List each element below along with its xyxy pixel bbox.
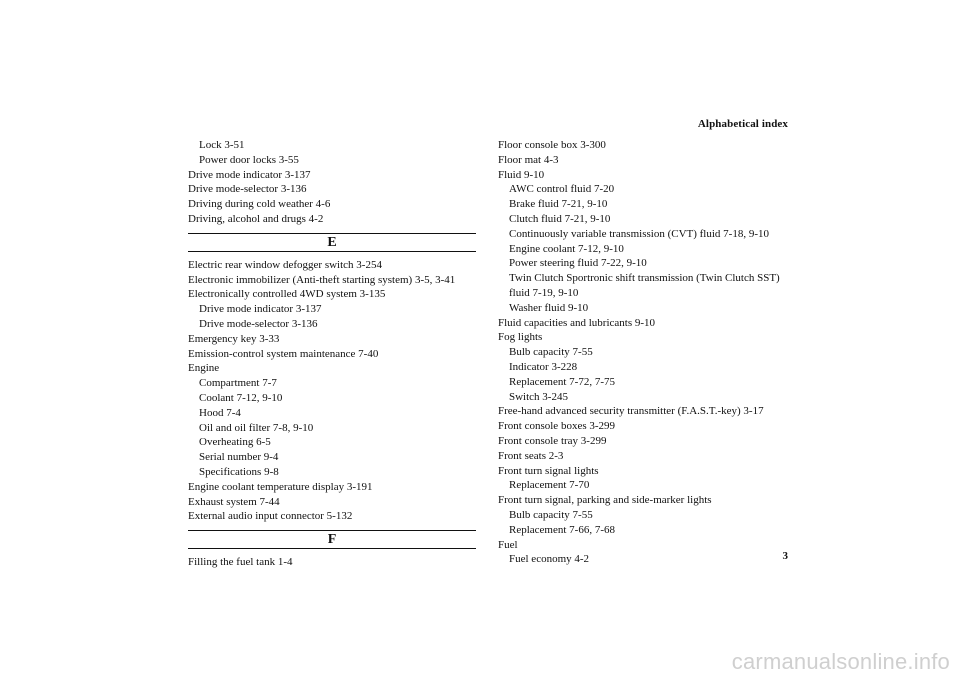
section-letter-heading: E (188, 233, 476, 252)
index-subentry: Brake fluid 7-21, 9-10 (509, 198, 608, 211)
index-entry: Emission-control system maintenance 7-40 (188, 347, 379, 360)
index-entry: Fluid 9-10 (498, 168, 545, 181)
index-subentry: Fuel economy 4-2 (509, 553, 590, 566)
index-entry: Fuel (498, 538, 518, 551)
index-subentry: Hood 7-4 (199, 406, 241, 419)
index-entry: Front turn signal lights (498, 464, 599, 477)
index-entry: Electronic immobilizer (Anti-theft starting system) 3-5, 3-41 (188, 273, 456, 286)
index-subentry: Replacement 7-70 (509, 479, 590, 492)
index-entry: Free-hand advanced security transmitter (F.A.S.T.-key) 3-17 (498, 405, 764, 418)
index-entry: Floor mat 4-3 (498, 153, 559, 166)
index-entry: Front console tray 3-299 (498, 434, 607, 447)
index-subentry: Oil and oil filter 7-8, 9-10 (199, 421, 314, 434)
index-subentry: Drive mode-selector 3-136 (199, 317, 318, 330)
index-subentry: Washer fluid 9-10 (509, 301, 589, 314)
index-entry: Engine coolant temperature display 3-191 (188, 480, 373, 493)
index-subentry: fluid 7-19, 9-10 (509, 286, 579, 299)
index-subentry: Serial number 9-4 (199, 451, 279, 464)
index-entry: Drive mode-selector 3-136 (188, 183, 307, 196)
index-entry: Fog lights (498, 331, 543, 344)
index-entry: Fluid capacities and lubricants 9-10 (498, 316, 656, 329)
index-entry: External audio input connector 5-132 (188, 510, 353, 523)
index-entry: Driving, alcohol and drugs 4-2 (188, 212, 324, 225)
index-subentry: Clutch fluid 7-21, 9-10 (509, 212, 611, 225)
watermark: carmanualsonline.info (731, 649, 950, 674)
index-entry: Floor console box 3-300 (498, 139, 606, 151)
index-subentry: Bulb capacity 7-55 (509, 346, 593, 359)
index-entry: Emergency key 3-33 (188, 332, 280, 345)
index-entry: Exhaust system 7-44 (188, 495, 280, 508)
section-letter-heading: F (188, 530, 476, 549)
index-subentry: Lock 3-51 (199, 139, 245, 151)
index-subentry: Power steering fluid 7-22, 9-10 (509, 257, 647, 270)
index-entry: Drive mode indicator 3-137 (188, 168, 311, 181)
index-entry: Electric rear window defogger switch 3-254 (188, 258, 382, 271)
page-number: 3 (782, 550, 788, 562)
index-subentry: Engine coolant 7-12, 9-10 (509, 242, 624, 255)
index-subentry: Compartment 7-7 (199, 377, 277, 390)
index-subentry: Power door locks 3-55 (199, 153, 299, 166)
index-entry: Front console boxes 3-299 (498, 420, 616, 433)
index-entry: Filling the fuel tank 1-4 (188, 556, 293, 569)
index-subentry: Replacement 7-72, 7-75 (509, 375, 615, 388)
index-subentry: Replacement 7-66, 7-68 (509, 523, 615, 536)
page-header-title: Alphabetical index (697, 118, 788, 130)
index-entry: Electronically controlled 4WD system 3-135 (188, 288, 386, 301)
index-subentry: Twin Clutch Sportronic shift transmission (Twin Clutch SST) (509, 272, 780, 285)
index-entry: Driving during cold weather 4-6 (188, 198, 331, 211)
index-subentry: Overheating 6-5 (199, 436, 271, 449)
index-column-left (188, 138, 478, 570)
index-subentry: Coolant 7-12, 9-10 (199, 391, 283, 404)
index-subentry: Switch 3-245 (509, 390, 568, 403)
index-subentry: Continuously variable transmission (CVT) fluid 7-18, 9-10 (509, 227, 769, 240)
index-entry: Engine (188, 362, 220, 375)
index-subentry: Specifications 9-8 (199, 465, 279, 478)
index-entry: Front turn signal, parking and side-marker lights (498, 494, 712, 507)
index-subentry: Bulb capacity 7-55 (509, 508, 593, 521)
index-entry: Front seats 2-3 (498, 449, 564, 462)
index-column-right (498, 138, 808, 567)
index-subentry: Drive mode indicator 3-137 (199, 303, 322, 316)
index-subentry: AWC control fluid 7-20 (509, 183, 615, 196)
index-subentry: Indicator 3-228 (509, 360, 578, 373)
